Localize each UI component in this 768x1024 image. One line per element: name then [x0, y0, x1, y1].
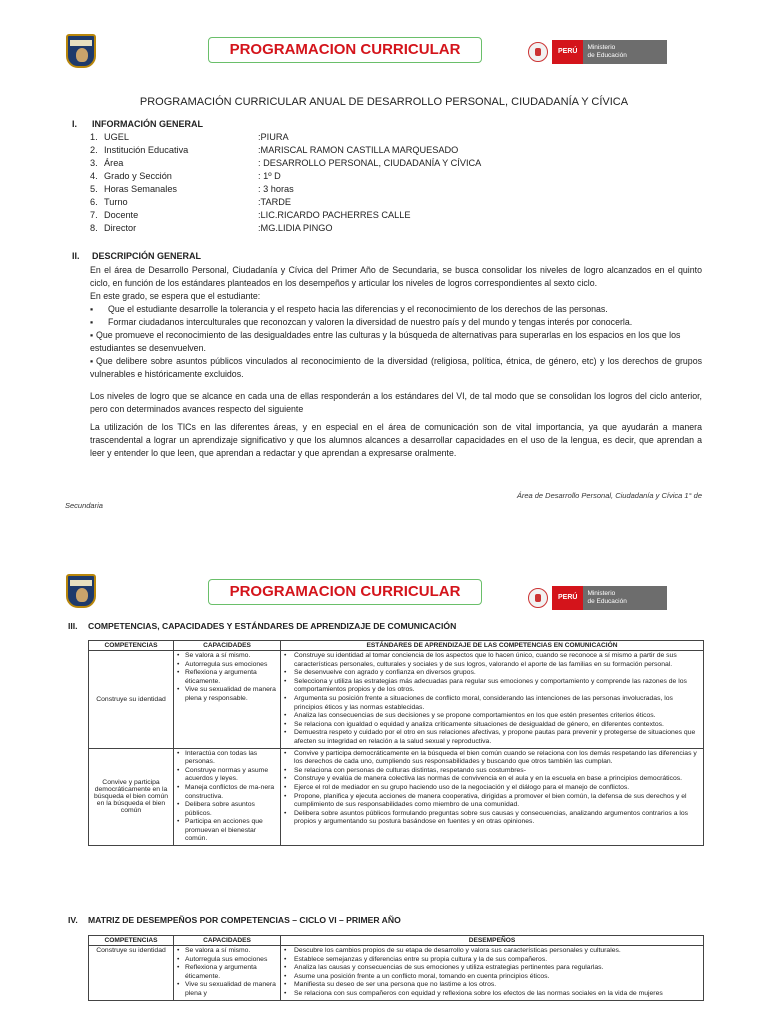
school-crest-logo [66, 574, 96, 608]
list-item: • Asume una posición frente a un conflicto moral, tomando en cuenta principios éticos. [292, 973, 700, 982]
competency-cell: Construye su identidad [89, 946, 174, 1001]
table-header-row: COMPETENCIAS CAPACIDADES DESEMPEÑOS [89, 936, 704, 946]
list-item: • Construye y evalúa de manera colectiva las normas de convivencia en el aula y en la escuela en base a principios democráticos. [292, 775, 700, 784]
section-3-heading: III. COMPETENCIAS, CAPACIDADES Y ESTÁNDARES DE APRENDIZAJE DE COMUNICACIÓN [68, 621, 457, 631]
performances-cell [281, 946, 704, 1001]
list-item: • Reflexiona y argumenta éticamente. [185, 964, 277, 981]
list-item: • Convive y participa democráticamente en la búsqueda el bien común cuando se relaciona con los demás respetando las diferencias y los derechos de cada uno, cumpliendo sus responsabilidades y buscando que otros también las cumplan. [292, 750, 700, 767]
list-item: • Argumenta su posición frente a situaciones de conflicto moral, considerando las intenciones de las personas involucradas, los principios éticos y las normas establecidas. [292, 695, 700, 712]
objective-bullet: ▪ Que promueve el reconocimiento de las desigualdades entre las culturas y la búsqueda de alternativas para superarlas en los espacios en los que los estudiantes se desenvuelven. [90, 330, 681, 353]
list-item: • Establece semejanzas y diferencias entre su propia cultura y la de sus compañeros. [292, 956, 700, 965]
program-title-box [208, 579, 482, 605]
footer-area: Área de Desarrollo Personal, Ciudadanía y Cívica 1° de [516, 491, 702, 500]
info-row: 4. Grado y Sección : 1º D [90, 171, 281, 181]
section-2-heading: II. DESCRIPCIÓN GENERAL [72, 251, 202, 261]
description-para-3: La utilización de los TICs en las diferentes áreas, y en especial en el área de comunicación son de vital importancia, ya que ayudarán a manera trascendental a lograr un aprendizaje significativo y que los alumnos alcances a desarrollar capacidades en el uso de la lengua, es decir, que aprendan a leer y entender lo que leen, que aprendan a redactar y que aprendan a expresarse oralmente. [90, 422, 702, 458]
list-item: • Interactúa con todas las personas. [185, 750, 277, 767]
list-item: • Vive su sexualidad de manera plena y responsable. [185, 686, 277, 703]
peru-label: PERÚ [552, 586, 583, 610]
list-item: • Analiza las consecuencias de sus decisiones y se propone comportamientos en los que estén presentes criterios éticos. [292, 712, 700, 721]
list-item: • Se desenvuelve con agrado y confianza en diversos grupos. [292, 669, 700, 678]
table-row [89, 946, 704, 1001]
list-item: • Manifiesta su deseo de ser una persona que no lastime a los otros. [292, 981, 700, 990]
section-1-heading: I. INFORMACIÓN GENERAL [72, 119, 203, 129]
table-header-row: COMPETENCIAS CAPACIDADES ESTÁNDARES DE APRENDIZAJE DE LAS COMPETENCIAS EN COMUNICACIÓN [89, 641, 704, 651]
list-item: • Ejerce el rol de mediador en su grupo haciendo uso de la negociación y el diálogo para el manejo de conflictos. [292, 784, 700, 793]
info-row: 8. Director :MG.LIDIA PINGO [90, 223, 333, 233]
capacities-cell [174, 748, 281, 846]
minedu-logo [528, 586, 667, 610]
footer-grade: Secundaria [65, 501, 103, 510]
program-title: PROGRAMACION CURRICULAR [229, 41, 461, 58]
ministry-label: Ministerio de Educación [583, 586, 666, 610]
info-row: 7. Docente :LIC.RICARDO PACHERRES CALLE [90, 210, 411, 220]
standards-cell [281, 748, 704, 846]
list-item: • Autorregula sus emociones [185, 661, 277, 670]
table-row [89, 651, 704, 749]
list-item: • Construye su identidad al tomar conciencia de los aspectos que lo hacen único, cuando se reconoce a sí mismo a partir de sus características personales, culturales y sociales y de sus logros, valorando el aporte de las familias en su formación personal. [292, 652, 700, 669]
page-2 [0, 560, 768, 1024]
table-row [89, 748, 704, 846]
list-item: • Demuestra respeto y cuidado por el otro en sus relaciones afectivas, y propone pautas para prevenir y protegerse de situaciones que afecten su integridad en relación a la salud sexual y reproductiva. [292, 729, 700, 746]
competency-cell: Convive y participa democráticamente en la búsqueda el bien común en la búsqueda el bien común [89, 748, 174, 846]
info-row: 3. Área : DESARROLLO PERSONAL, CIUDADANÍA Y CÍVICA [90, 158, 482, 168]
capacities-cell [174, 651, 281, 749]
list-item: • Participa en acciones que promuevan el bienestar común. [185, 818, 277, 844]
info-row: 1. UGEL :PIURA [90, 132, 289, 142]
program-title: PROGRAMACION CURRICULAR [229, 583, 461, 600]
section-4-heading: IV. MATRIZ DE DESEMPEÑOS POR COMPETENCIAS – CICLO VI – PRIMER AÑO [68, 915, 401, 925]
list-item: • Se relaciona con sus compañeros con equidad y reflexiona sobre los efectos de las normas sociales en la vida de mujeres [292, 990, 700, 999]
info-row: 2. Institución Educativa :MARISCAL RAMON CASTILLA MARQUESADO [90, 145, 459, 155]
list-item: • Descubre los cambios propios de su etapa de desarrollo y valora sus características personales y culturales. [292, 947, 700, 956]
ministry-label: Ministerio de Educación [583, 40, 666, 64]
info-row: 6. Turno :TARDE [90, 197, 292, 207]
peru-crest-icon [528, 588, 548, 608]
description-para-2: Los niveles de logro que se alcance en cada una de ellas responderán a los estándares del VI, de tal modo que se consolidan los logros del ciclo anterior, pero con determinados avances respecto del siguiente [90, 391, 702, 414]
list-item: • Construye normas y asume acuerdos y leyes. [185, 767, 277, 784]
list-item: • Se relaciona con igualdad o equidad y analiza críticamente situaciones de desigualdad de género, en diferentes contextos. [292, 721, 700, 730]
document-title: PROGRAMACIÓN CURRICULAR ANUAL DE DESARROLLO PERSONAL, CIUDADANÍA Y CÍVICA [139, 96, 629, 108]
description-intro: En el área de Desarrollo Personal, Ciudadanía y Cívica del Primer Año de Secundaria, se busca consolidar los niveles de logro alcanzados en el quinto ciclo, en función de los estándares planteados en los desempeños y articular los niveles de logros correspondientes al sexto ciclo. [90, 265, 702, 288]
list-item: • Se valora a sí mismo. [185, 947, 277, 956]
capacities-cell [174, 946, 281, 1001]
list-item: • Se relaciona con personas de culturas distintas, respetando sus costumbres- [292, 767, 700, 776]
objective-bullet: ▪ Formar ciudadanos interculturales que reconozcan y valoren la diversidad de nuestro país y del mundo y tengas interés por conocerla. [90, 317, 633, 327]
list-item: • Maneja conflictos de ma-nera constructiva. [185, 784, 277, 801]
list-item: • Propone, planifica y ejecuta acciones de manera cooperativa, dirigidas a promover el bien común, la defensa de sus derechos y el cumplimiento de sus responsabilidades como miembro de una comunidad. [292, 793, 700, 810]
list-item: • Reflexiona y argumenta éticamente. [185, 669, 277, 686]
description-lead: En este grado, se espera que el estudiante: [90, 291, 261, 301]
list-item: • Analiza las causas y consecuencias de sus emociones y utiliza estrategias pertinentes para regularlas. [292, 964, 700, 973]
school-crest-logo [66, 34, 96, 68]
list-item: • Delibera sobre asuntos públicos. [185, 801, 277, 818]
performance-table [88, 935, 704, 1001]
list-item: • Selecciona y utiliza las estrategias más adecuadas para regular sus emociones y comportamiento y comprende las razones de los comportamientos propios y de los otros. [292, 678, 700, 695]
list-item: • Vive su sexualidad de manera plena y [185, 981, 277, 998]
peru-crest-icon [528, 42, 548, 62]
competency-cell: Construye su identidad [89, 651, 174, 749]
standards-cell [281, 651, 704, 749]
list-item: • Autorregula sus emociones [185, 956, 277, 965]
list-item: • Se valora a sí mismo. [185, 652, 277, 661]
competencies-table [88, 640, 704, 846]
list-item: • Delibera sobre asuntos públicos formulando preguntas sobre sus causas y consecuencias, analizando argumentos contrarios a los propios y argumentando su postura basándose en fuentes y en otras opiniones. [292, 810, 700, 827]
peru-label: PERÚ [552, 40, 583, 64]
objective-bullet: ▪ Que el estudiante desarrolle la tolerancia y el respeto hacia las diferencias y el reconocimiento de los derechos de las personas. [90, 304, 608, 314]
program-title-box [208, 37, 482, 63]
info-row: 5. Horas Semanales : 3 horas [90, 184, 294, 194]
minedu-logo [528, 40, 667, 64]
objective-bullet: ▪ Que delibere sobre asuntos públicos vinculados al reconocimiento de la diversidad (religiosa, política, étnica, de género, etc) y los derechos de grupos vulnerables e históricamente excluidos. [90, 356, 702, 379]
